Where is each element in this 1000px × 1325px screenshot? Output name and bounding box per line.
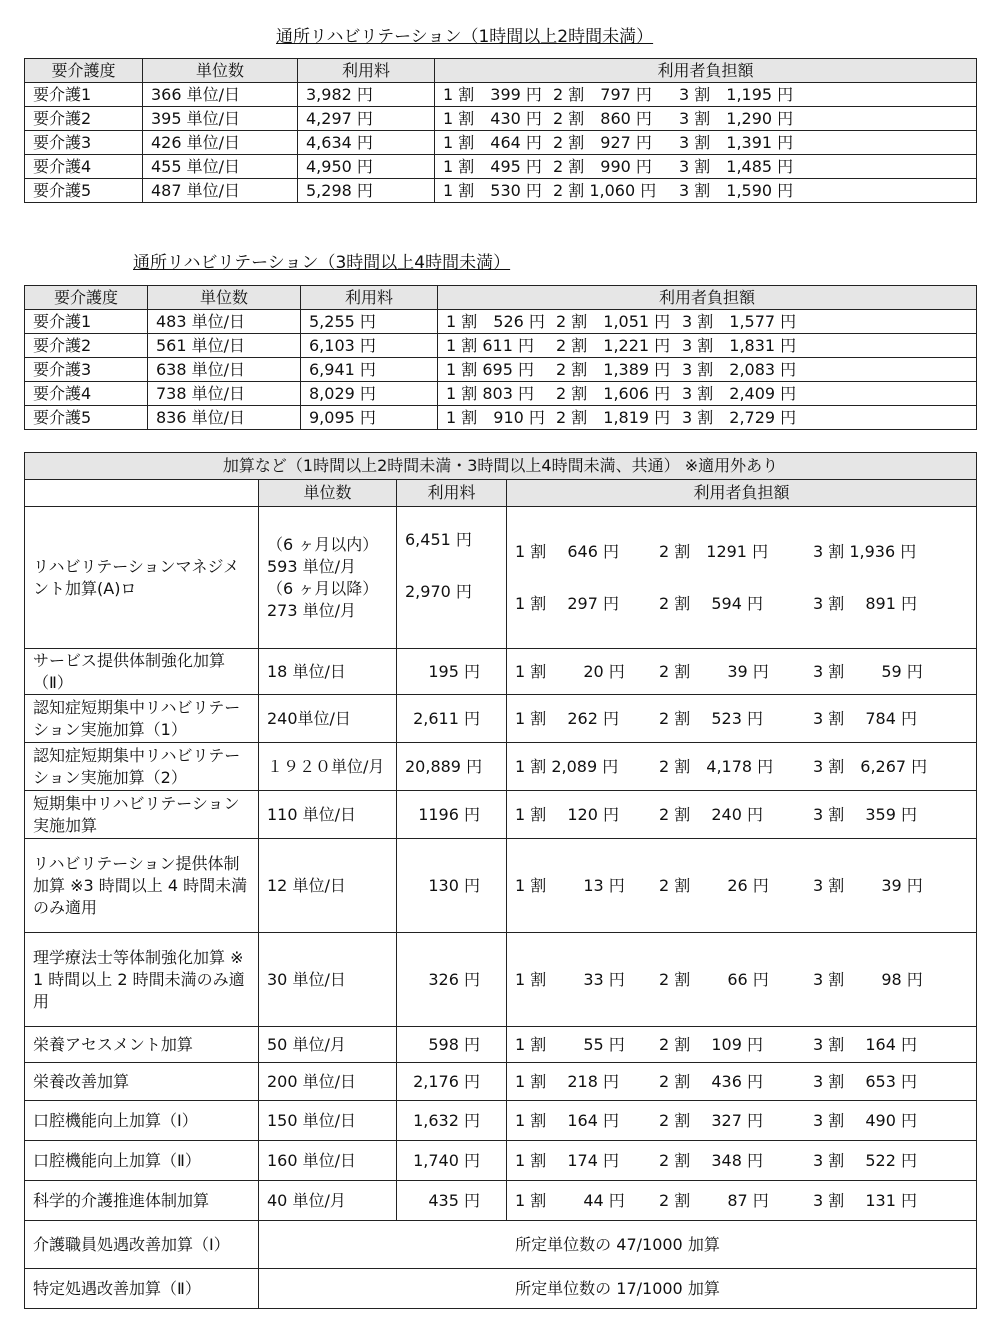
table-row	[25, 1027, 977, 1063]
level-cell: 要介護3	[25, 131, 143, 155]
burden-3: 3 割 1,391 円	[679, 133, 794, 152]
burden-cell	[507, 1027, 977, 1063]
burden-3: 3 割 1,936 円	[813, 541, 917, 561]
fee-cell: 1,740 円	[397, 1141, 507, 1181]
percent-cell: 所定単位数の 17/1000 加算	[259, 1269, 977, 1309]
burden-1: 1 割 2,089 円	[515, 756, 619, 776]
burden-cell	[507, 791, 977, 839]
burden-3: 3 割 1,485 円	[679, 157, 794, 176]
units-cell: 366 単位/日	[143, 83, 298, 107]
table1	[24, 58, 977, 203]
level-cell: 要介護2	[25, 334, 148, 358]
burden-2: 2 割 109 円	[659, 1034, 763, 1054]
burden-cell	[435, 131, 977, 155]
table-row	[25, 1063, 977, 1101]
burden-1: 1 割 611 円	[446, 336, 534, 355]
units-cell: 110 単位/日	[259, 791, 397, 839]
table-row	[25, 839, 977, 933]
table-row-percent	[25, 1221, 977, 1269]
burden-1: 1 割 20 円	[515, 661, 625, 681]
burden-2: 2 割 990 円	[553, 157, 652, 176]
fee-cell: 2,176 円	[397, 1063, 507, 1101]
burden-3: 3 割 1,195 円	[679, 85, 794, 104]
table3	[24, 452, 977, 1309]
burden-2: 2 割 1,221 円	[556, 336, 671, 355]
fee-cell: 6,941 円	[301, 358, 438, 382]
table-row	[25, 310, 977, 334]
units-cell: 638 単位/日	[148, 358, 301, 382]
burden-2: 2 割 523 円	[659, 708, 763, 728]
burden-3: 3 割 2,729 円	[682, 408, 797, 427]
units-cell: 200 単位/日	[259, 1063, 397, 1101]
level-cell: 要介護1	[25, 310, 148, 334]
fee-cell: 6,103 円	[301, 334, 438, 358]
addon-name-cell: 介護職員処遇改善加算（Ⅰ）	[25, 1221, 259, 1269]
burden-1: 1 割 297 円	[515, 593, 619, 613]
burden-cell	[507, 1101, 977, 1141]
burden-cell	[435, 179, 977, 203]
fee-cell: 8,029 円	[301, 382, 438, 406]
burden-1: 1 割 262 円	[515, 708, 619, 728]
burden-1: 1 割 803 円	[446, 384, 534, 403]
mgmt-units-4: 273 単位/月	[267, 600, 357, 620]
addon-name-cell: 特定処遇改善加算（Ⅱ）	[25, 1269, 259, 1309]
addon-name-cell: サービス提供体制強化加算（Ⅱ）	[25, 649, 259, 695]
burden-2: 2 割 1,819 円	[556, 408, 671, 427]
burden-3: 3 割 653 円	[813, 1071, 917, 1091]
table-row	[25, 179, 977, 203]
burden-2: 2 割 4,178 円	[659, 756, 774, 776]
header-fee: 利用料	[397, 480, 507, 507]
header-fee: 利用料	[298, 59, 435, 83]
units-cell: 12 単位/日	[259, 839, 397, 933]
burden-1: 1 割 464 円	[443, 133, 542, 152]
table2	[24, 285, 977, 430]
burden-2: 2 割 927 円	[553, 133, 652, 152]
burden-1: 1 割 526 円	[446, 312, 545, 331]
burden-2: 2 割 436 円	[659, 1071, 763, 1091]
units-cell: 395 単位/日	[143, 107, 298, 131]
addon-name-cell: 短期集中リハビリテーション実施加算	[25, 791, 259, 839]
table-row	[25, 83, 977, 107]
burden-2: 2 割 87 円	[659, 1190, 769, 1210]
burden-2: 2 割 1,389 円	[556, 360, 671, 379]
header-fee: 利用料	[301, 286, 438, 310]
burden-2: 2 割 39 円	[659, 661, 769, 681]
burden-2: 2 割 860 円	[553, 109, 652, 128]
table-row	[25, 743, 977, 791]
burden-2: 2 割 797 円	[553, 85, 652, 104]
burden-1: 1 割 55 円	[515, 1034, 625, 1054]
burden-cell	[435, 83, 977, 107]
burden-cell	[507, 1181, 977, 1221]
fee-cell: 195 円	[397, 649, 507, 695]
mgmt-units	[259, 507, 397, 649]
burden-2: 2 割 26 円	[659, 875, 769, 895]
burden-1: 1 割 430 円	[443, 109, 542, 128]
burden-1: 1 割 495 円	[443, 157, 542, 176]
header-burden: 利用者負担額	[507, 480, 977, 507]
header-units: 単位数	[259, 480, 397, 507]
header-level: 要介護度	[25, 286, 148, 310]
burden-cell	[507, 695, 977, 743]
fee-cell: 5,298 円	[298, 179, 435, 203]
burden-3: 3 割 2,083 円	[682, 360, 797, 379]
table-row	[25, 406, 977, 430]
fee-cell: 2,611 円	[397, 695, 507, 743]
fee-cell: 1196 円	[397, 791, 507, 839]
burden-1: 1 割 174 円	[515, 1150, 619, 1170]
addon-name-cell: 科学的介護推進体制加算	[25, 1181, 259, 1221]
burden-3: 3 割 522 円	[813, 1150, 917, 1170]
table-row	[25, 334, 977, 358]
table-row	[25, 1141, 977, 1181]
units-cell: 483 単位/日	[148, 310, 301, 334]
header-units: 単位数	[148, 286, 301, 310]
units-cell: 40 単位/月	[259, 1181, 397, 1221]
table-row	[25, 649, 977, 695]
burden-3: 3 割 39 円	[813, 875, 923, 895]
burden-1: 1 割 530 円	[443, 181, 542, 200]
table-row	[25, 933, 977, 1027]
burden-cell	[438, 358, 977, 382]
burden-3: 3 割 1,290 円	[679, 109, 794, 128]
burden-2: 2 割 348 円	[659, 1150, 763, 1170]
burden-3: 3 割 2,409 円	[682, 384, 797, 403]
fee-cell: 4,634 円	[298, 131, 435, 155]
mgmt-burden-a	[515, 541, 968, 563]
burden-cell	[435, 107, 977, 131]
burden-3: 3 割 490 円	[813, 1110, 917, 1130]
burden-cell	[507, 743, 977, 791]
fee-cell: 5,255 円	[301, 310, 438, 334]
mgmt-name: リハビリテーションマネジメント加算(A)ロ	[25, 507, 259, 649]
burden-1: 1 割 33 円	[515, 969, 625, 989]
fee-cell: 130 円	[397, 839, 507, 933]
fee-cell: 4,950 円	[298, 155, 435, 179]
burden-3: 3 割 98 円	[813, 969, 923, 989]
burden-1: 1 割 218 円	[515, 1071, 619, 1091]
burden-3: 3 割 891 円	[813, 593, 917, 613]
table-row-percent	[25, 1269, 977, 1309]
table1-header-row	[25, 59, 977, 83]
percent-cell: 所定単位数の 47/1000 加算	[259, 1221, 977, 1269]
level-cell: 要介護1	[25, 83, 143, 107]
units-cell: 30 単位/日	[259, 933, 397, 1027]
table-row	[25, 1181, 977, 1221]
mgmt-burden-b	[515, 593, 968, 615]
addon-name-cell: 栄養アセスメント加算	[25, 1027, 259, 1063]
burden-3: 3 割 1,590 円	[679, 181, 794, 200]
units-cell: 561 単位/日	[148, 334, 301, 358]
mgmt-fee-2: 2,970 円	[405, 582, 472, 601]
units-cell: 160 単位/日	[259, 1141, 397, 1181]
burden-3: 3 割 59 円	[813, 661, 923, 681]
level-cell: 要介護5	[25, 406, 148, 430]
table-row	[25, 1101, 977, 1141]
table-row	[25, 107, 977, 131]
burden-2: 2 割 1,606 円	[556, 384, 671, 403]
burden-cell	[507, 649, 977, 695]
header-level: 要介護度	[25, 59, 143, 83]
level-cell: 要介護3	[25, 358, 148, 382]
table2-title: 通所リハビリテーション（3時間以上4時間未満）	[133, 253, 511, 273]
burden-1: 1 割 695 円	[446, 360, 534, 379]
table3-title: 加算など（1時間以上2時間未満・3時間以上4時間未満、共通） ※適用外あり	[25, 453, 977, 480]
table3-header-row	[25, 480, 977, 507]
level-cell: 要介護5	[25, 179, 143, 203]
table-row	[25, 791, 977, 839]
burden-1: 1 割 646 円	[515, 541, 619, 561]
header-blank	[25, 480, 259, 507]
burden-1: 1 割 44 円	[515, 1190, 625, 1210]
table-row	[25, 155, 977, 179]
level-cell: 要介護4	[25, 155, 143, 179]
mgmt-units-3: （6 ヶ月以降）	[267, 578, 379, 598]
burden-cell	[438, 334, 977, 358]
units-cell: 836 単位/日	[148, 406, 301, 430]
fee-cell: 326 円	[397, 933, 507, 1027]
table-row-mgmt	[25, 507, 977, 649]
units-cell: 455 単位/日	[143, 155, 298, 179]
table1-title: 通所リハビリテーション（1時間以上2時間未満）	[276, 27, 654, 47]
header-burden: 利用者負担額	[438, 286, 977, 310]
units-cell: 426 単位/日	[143, 131, 298, 155]
burden-2: 2 割 240 円	[659, 804, 763, 824]
addon-name-cell: 認知症短期集中リハビリテーション実施加算（2）	[25, 743, 259, 791]
burden-3: 3 割 1,577 円	[682, 312, 797, 331]
addon-name-cell: 認知症短期集中リハビリテーション実施加算（1）	[25, 695, 259, 743]
mgmt-units-1: （6 ヶ月以内）	[267, 534, 379, 554]
fee-cell: 9,095 円	[301, 406, 438, 430]
burden-3: 3 割 164 円	[813, 1034, 917, 1054]
level-cell: 要介護2	[25, 107, 143, 131]
units-cell: 50 単位/月	[259, 1027, 397, 1063]
header-burden: 利用者負担額	[435, 59, 977, 83]
header-units: 単位数	[143, 59, 298, 83]
addon-name-cell: 理学療法士等体制強化加算 ※1 時間以上 2 時間未満のみ適用	[25, 933, 259, 1027]
level-cell: 要介護4	[25, 382, 148, 406]
burden-cell	[438, 406, 977, 430]
fee-cell: 1,632 円	[397, 1101, 507, 1141]
units-cell: 150 単位/日	[259, 1101, 397, 1141]
burden-1: 1 割 120 円	[515, 804, 619, 824]
units-cell: １９２０単位/月	[259, 743, 397, 791]
addon-name-cell: 栄養改善加算	[25, 1063, 259, 1101]
fee-cell: 598 円	[397, 1027, 507, 1063]
table-row	[25, 382, 977, 406]
burden-3: 3 割 131 円	[813, 1190, 917, 1210]
burden-3: 3 割 784 円	[813, 708, 917, 728]
addon-name-cell: リハビリテーション提供体制加算 ※3 時間以上 4 時間未満のみ適用	[25, 839, 259, 933]
units-cell: 18 単位/日	[259, 649, 397, 695]
burden-2: 2 割 327 円	[659, 1110, 763, 1130]
burden-3: 3 割 6,267 円	[813, 756, 928, 776]
table2-header-row	[25, 286, 977, 310]
mgmt-burden	[507, 507, 977, 649]
burden-2: 2 割 594 円	[659, 593, 763, 613]
mgmt-fee	[397, 507, 507, 649]
burden-cell	[438, 382, 977, 406]
table-row	[25, 695, 977, 743]
burden-cell	[507, 1141, 977, 1181]
burden-1: 1 割 164 円	[515, 1110, 619, 1130]
addon-name-cell: 口腔機能向上加算（Ⅱ）	[25, 1141, 259, 1181]
burden-2: 2 割 1291 円	[659, 541, 769, 561]
table-row	[25, 358, 977, 382]
burden-cell	[507, 1063, 977, 1101]
table3-title-row	[25, 453, 977, 480]
fee-cell: 435 円	[397, 1181, 507, 1221]
burden-2: 2 割 1,060 円	[553, 181, 657, 200]
units-cell: 240単位/日	[259, 695, 397, 743]
burden-1: 1 割 13 円	[515, 875, 625, 895]
fee-cell: 4,297 円	[298, 107, 435, 131]
burden-2: 2 割 1,051 円	[556, 312, 671, 331]
mgmt-units-2: 593 単位/月	[267, 556, 357, 576]
burden-cell	[438, 310, 977, 334]
burden-3: 3 割 359 円	[813, 804, 917, 824]
burden-cell	[507, 933, 977, 1027]
fee-cell: 20,889 円	[397, 743, 507, 791]
burden-1: 1 割 910 円	[446, 408, 545, 427]
burden-3: 3 割 1,831 円	[682, 336, 797, 355]
mgmt-fee-1: 6,451 円	[405, 530, 472, 549]
units-cell: 487 単位/日	[143, 179, 298, 203]
burden-cell	[507, 839, 977, 933]
fee-cell: 3,982 円	[298, 83, 435, 107]
table-row	[25, 131, 977, 155]
units-cell: 738 単位/日	[148, 382, 301, 406]
burden-cell	[435, 155, 977, 179]
burden-1: 1 割 399 円	[443, 85, 542, 104]
burden-2: 2 割 66 円	[659, 969, 769, 989]
addon-name-cell: 口腔機能向上加算（Ⅰ）	[25, 1101, 259, 1141]
